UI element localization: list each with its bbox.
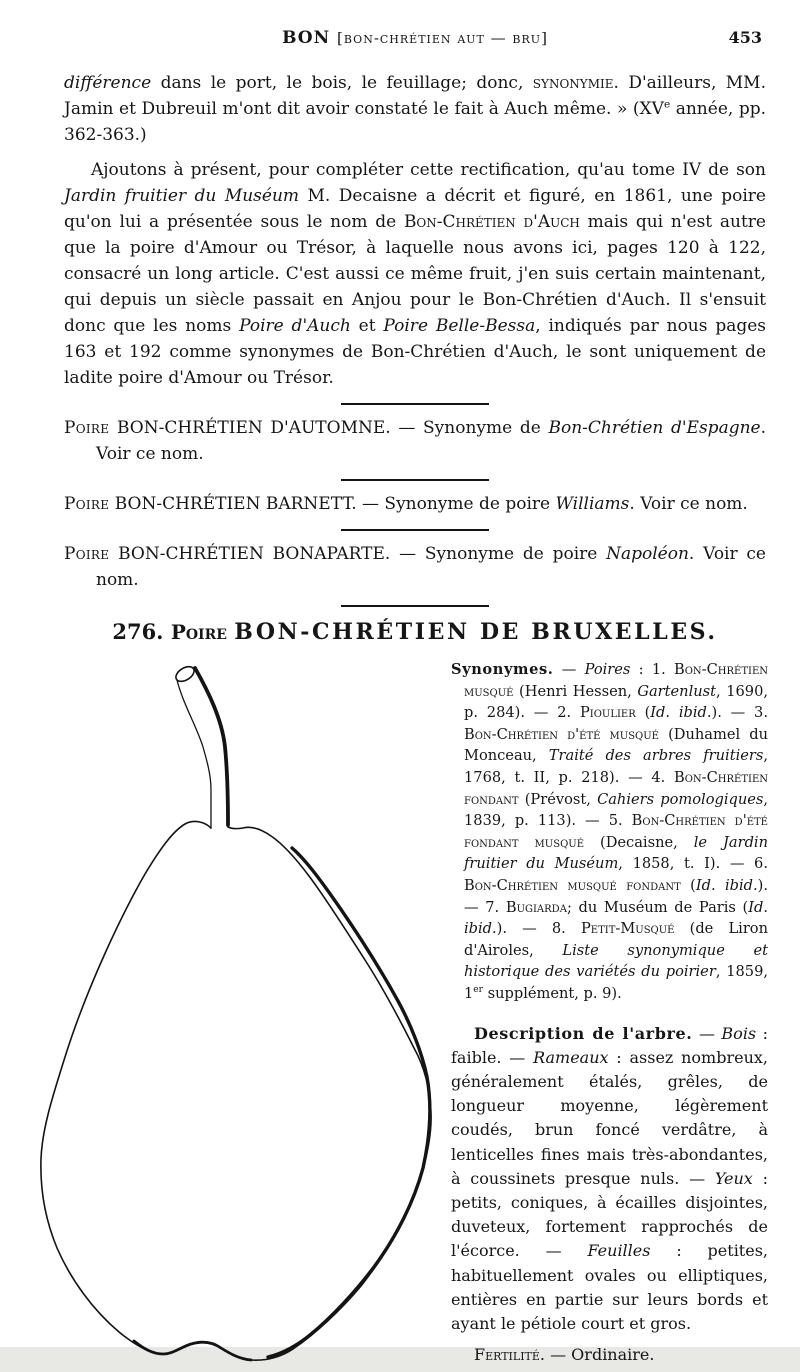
entry-bon-chretien-bonaparte: Poire BON-CHRÉTIEN BONAPARTE. — Synonyme de poire Napoléon. Voir ce nom. [64,544,766,590]
pear-body-outline [41,821,431,1360]
fertilite-paragraph: Fertilité. — Ordinaire. [474,1345,655,1365]
divider [341,529,489,531]
divider [341,479,489,481]
right-column [451,657,768,1367]
description-arbre-paragraph: Description de l'arbre. — Bois : faible. — Rameaux : assez nombreux, généralement étalés, grêles, de longueur moyenne, légèrement coudés, brun foncé verdâtre, à lenticelles fines mais très-abondantes, à coussinets presque nuls. — Yeux : petits, coniques, à écailles disjointes, duveteux, fortement rapprochés de l'écorce. — Feuilles : petites, habituellement ovales ou elliptiques, entières en partie sur leurs bords et ayant le pétiole court et gros. [451,1023,769,1333]
paragraph-rectification: Ajoutons à présent, pour compléter cette rectification, qu'au tome IV de son Jardin fruitier du Muséum M. Decaisne a décrit et figuré, en 1861, une poire qu'on lui a présentée sous le nom de Bon-Chrétien d'Auch mais qui n'est autre que la poire d'Amour ou Trésor, à laquelle nous avons ici, pages 120 à 122, consacré un long article. C'est aussi ce même fruit, j'en suis certain maintenant, qui depuis un siècle passait en Anjou pour le Bon-Chrétien d'Auch. Il s'ensuit donc que les noms Poire d'Auch et Poire Belle-Bessa, indiqués par nous pages 163 et 192 comme synonymes de Bon-Chrétien d'Auch, le sont uniquement de ladite poire d'Amour ou Trésor. [64,160,766,388]
entry-bon-chretien-barnett: Poire BON-CHRÉTIEN BARNETT. — Synonyme de poire Williams. Voir ce nom. [64,494,748,514]
pear-shading-bottom [134,1341,251,1360]
pear-shading-right [268,848,430,1357]
entry-bon-chretien-automne: Poire BON-CHRÉTIEN D'AUTOMNE. — Synonyme de Bon-Chrétien d'Espagne. Voir ce nom. [64,418,767,464]
figure-wrap [30,657,445,1372]
synonymes-paragraph: Synonymes. — Poires : 1. Bon-Chrétien musqué (Henri Hessen, Gartenlust, 1690, p. 284). — 2. Pioulier (Id. ibid.). — 3. Bon-Chrétien d'été musqué (Duhamel du Monceau, Traité des arbres fruitiers, 1768, t. II, p. 218). — 4. Bon-Chrétien fondant (Prévost, Cahiers pomologiques, 1839, p. 113). — 5. Bon-Chrétien d'été fondant musqué (Decaisne, le Jardin fruitier du Muséum, 1858, t. I). — 6. Bon-Chrétien musqué fondant (Id. ibid.). — 7. Bugiarda; du Muséum de Paris (Id. ibid.). — 8. Petit-Musqué (de Liron d'Airoles, Liste synonymique et historique des variétés du poirier, 1859, 1er supplément, p. 9). [451,661,769,1002]
section-heading-276: 276. Poire BON-CHRÉTIEN DE BRUXELLES. [112,619,718,645]
page-number: 453 [728,28,762,47]
divider [341,403,489,405]
divider [341,605,489,607]
paragraph-continuation: différence dans le port, le bois, le feuillage; donc, synonymie. D'ailleurs, MM. Jamin et Dubreuil m'ont dit avoir constaté le fait à Auch même. » (XVe année, pp. 362-363.) [64,73,766,145]
pear-stalk-left-edge [177,680,211,828]
running-header [64,28,766,52]
figure-and-text-columns [30,657,769,1372]
running-title: BON [bon-chrétien aut — bru] [282,28,548,48]
pear-illustration [30,657,445,1372]
